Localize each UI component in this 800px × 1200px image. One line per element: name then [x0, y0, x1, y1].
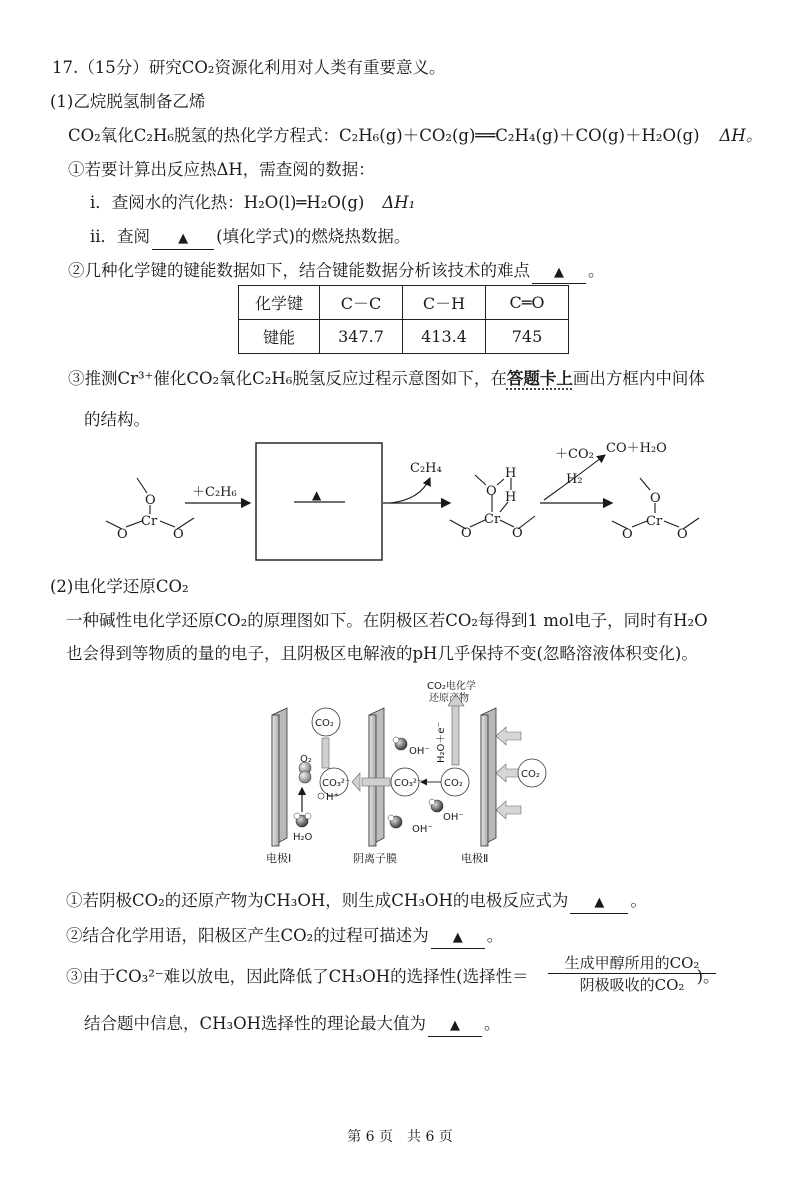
fraction-numerator: 生成甲醇所用的CO₂ — [548, 953, 716, 974]
atom-cr: Cr — [646, 514, 663, 529]
table-cell: 745 — [486, 320, 569, 354]
part2-q3-cont — [84, 1013, 501, 1037]
question-score: （15分） — [78, 58, 149, 77]
thermo-equation: C₂H₆(g)＋CO₂(g)══C₂H₄(g)＋CO(g)＋H₂O(g) — [339, 126, 700, 145]
table-cell: 413.4 — [403, 320, 486, 354]
co2-up-arrow — [322, 738, 329, 768]
p2-q3-text-d: 。 — [484, 1014, 501, 1033]
answer-blank-4[interactable] — [431, 926, 485, 949]
part2-desc-2: 也会得到等物质的量的电子，且阴极区电解液的pH几乎保持不变(忽略溶液体积变化)。 — [66, 644, 698, 663]
part2-heading: (2)电化学还原CO₂ — [50, 577, 189, 596]
co2-feed-label: CO₂ — [521, 769, 540, 780]
triangle-icon: ▲ — [594, 895, 605, 910]
atom-o: O — [677, 527, 688, 542]
q2-text-a: ②几种化学键的键能数据如下，结合键能数据分析该技术的难点 — [68, 261, 530, 280]
table-cell: C－C — [320, 286, 403, 320]
atom-cr: Cr — [484, 512, 501, 527]
page-footer: 第 6 页 共 6 页 — [347, 1129, 453, 1145]
q3-emphasis: 答题卡上 — [506, 369, 573, 388]
label-co-h2o: CO＋H₂O — [606, 441, 667, 456]
co3-left-label: CO₃²⁻ — [322, 778, 351, 789]
atom-o: O — [622, 527, 633, 542]
selectivity-fraction — [548, 953, 716, 996]
atom-o: O — [461, 526, 472, 541]
triangle-icon: ▲ — [452, 930, 463, 945]
q1-ii-text-a: ii．查阅 — [90, 227, 151, 246]
delta-h: ΔH。 — [719, 126, 763, 145]
atom-o: O — [145, 493, 156, 508]
co2-feed-arrows — [496, 727, 521, 819]
q1-ii-text-b: (填化学式)的燃烧热数据。 — [216, 227, 411, 246]
answer-blank-3[interactable] — [570, 891, 628, 914]
electrode-1-label: 电极Ⅰ — [266, 852, 292, 865]
atom-o: O — [117, 527, 128, 542]
p2-q1-text-b: 。 — [630, 891, 647, 910]
part1-heading: (1)乙烷脱氢制备乙烯 — [50, 92, 206, 111]
oh-label: OH⁻ — [412, 824, 433, 835]
atom-o: O — [486, 484, 497, 499]
electrode-1 — [272, 715, 279, 846]
answer-blank-5[interactable] — [428, 1014, 482, 1037]
triangle-icon: ▲ — [450, 1018, 461, 1033]
atom-h: H — [505, 466, 517, 481]
q3-text-b: 画出方框内中间体 — [572, 369, 705, 388]
electrode-2 — [481, 715, 488, 846]
part2-q2 — [66, 925, 503, 949]
table-cell: 键能 — [239, 320, 320, 354]
atom-o: O — [512, 526, 523, 541]
equation-intro: CO₂氧化C₂H₆脱氢的热化学方程式： — [68, 126, 340, 145]
co2-cathode-label: CO₂ — [444, 778, 463, 789]
o2-label: O₂ — [300, 754, 312, 765]
table-cell: 化学键 — [239, 286, 320, 320]
table-cell: 347.7 — [320, 320, 403, 354]
part2-q1 — [66, 890, 647, 914]
table-cell: C－H — [403, 286, 486, 320]
p2-q1-text-a: ①若阴极CO₂的还原产物为CH₃OH，则生成CH₃OH的电极反应式为 — [66, 891, 569, 910]
question-number: 17. — [52, 58, 79, 77]
triangle-icon: ▲ — [178, 231, 189, 246]
fraction-denominator: 阴极吸收的CO₂ — [579, 976, 685, 994]
p2-q3-text-a: ③由于CO₃²⁻难以放电，因此降低了CH₃OH的选择性(选择性＝ — [66, 967, 529, 986]
q3-text-a: ③推测Cr³⁺催化CO₂氧化C₂H₆脱氢反应过程示意图如下，在 — [68, 369, 507, 388]
h-plus-label: H⁺ — [326, 792, 339, 803]
co2-anode-label: CO₂ — [315, 718, 334, 729]
h2o-label: H₂O — [293, 832, 313, 843]
atom-h: H — [505, 490, 517, 505]
triangle-icon: ▲ — [554, 265, 564, 280]
triangle-icon: ▲ — [312, 488, 322, 502]
p2-q2-text-b: 。 — [486, 926, 504, 945]
question-title: 研究CO₂资源化利用对人类有重要意义。 — [148, 58, 446, 77]
product-arrow-shaft — [452, 705, 459, 765]
part1-q3-cont: 的结构。 — [84, 410, 150, 429]
part2-desc-1: 一种碱性电化学还原CO₂的原理图如下。在阴极区若CO₂每得到1 mol电子，同时有H₂O — [66, 611, 708, 630]
table-cell: C═O — [486, 286, 569, 320]
label-h2: H₂ — [566, 472, 583, 487]
p2-q3-text-c: 结合题中信息，CH₃OH选择性的理论最大值为 — [84, 1014, 427, 1033]
co3-right-label: CO₃²⁻ — [394, 778, 423, 789]
oh-label: OH⁻ — [409, 746, 430, 757]
label-add-co2: ＋CO₂ — [555, 447, 594, 462]
label-add-c2h6: ＋C₂H₆ — [192, 485, 237, 500]
q1-i-text: i．查阅水的汽化热：H₂O(l)═H₂O(g) — [90, 193, 365, 212]
oh-label: OH⁻ — [443, 812, 464, 823]
q2-text-b: 。 — [588, 261, 605, 280]
membrane-cross-arrow — [362, 778, 390, 786]
h-plus-dot — [318, 793, 324, 799]
product-label-2: 还原产物 — [429, 693, 469, 704]
membrane-label: 阴离子膜 — [353, 852, 397, 865]
atom-cr: Cr — [141, 514, 158, 529]
product-label-1: CO₂电化学 — [427, 681, 476, 692]
atom-o: O — [173, 527, 184, 542]
p2-q3-text-b: )。 — [696, 967, 720, 986]
label-c2h4: C₂H₄ — [410, 461, 442, 476]
p2-q2-text-a: ②结合化学用语，阳极区产生CO₂的过程可描述为 — [66, 926, 429, 945]
atom-o: O — [650, 491, 661, 506]
h2o-e-label: H₂O＋e⁻ — [436, 722, 447, 763]
q1-i-dh: ΔH₁ — [382, 193, 416, 212]
electrode-2-label: 电极Ⅱ — [461, 852, 489, 865]
part1-q1: ①若要计算出反应热ΔH，需查阅的数据： — [68, 160, 375, 179]
